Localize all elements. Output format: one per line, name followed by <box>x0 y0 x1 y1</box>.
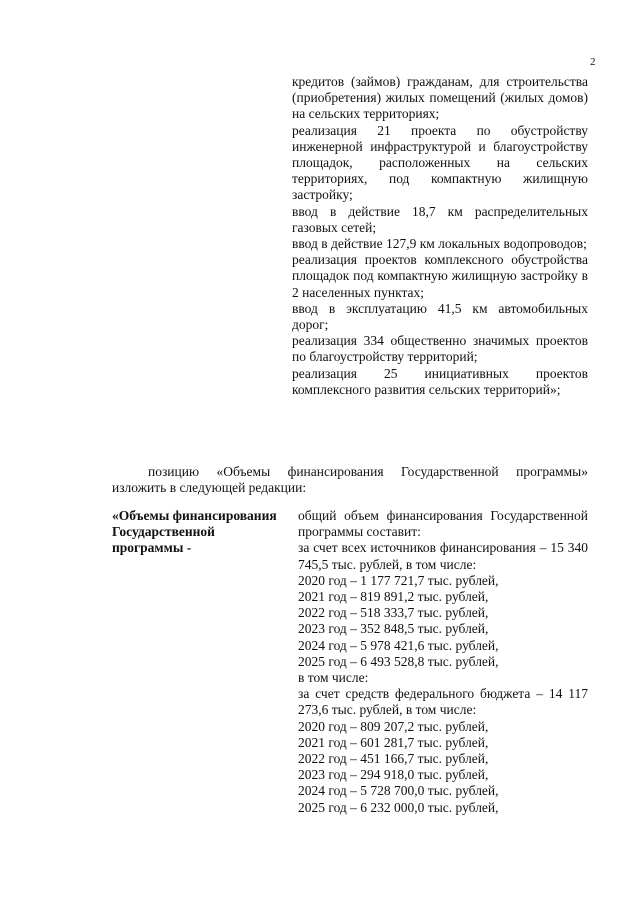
year-line: 2023 год – 294 918,0 тыс. рублей, <box>298 767 489 783</box>
year-line: 2022 год – 518 333,7 тыс. рублей, <box>298 605 489 621</box>
list-item: ввод в эксплуатацию 41,5 км автомобильных дорог; <box>292 300 588 333</box>
year-line: 2020 год – 1 177 721,7 тыс. рублей, <box>298 572 499 588</box>
list-item: ввод в действие 18,7 км распределительных газовых сетей; <box>292 203 588 235</box>
list-item: кредитов (займов) гражданам, для строительства (приобретения) жилых помещений (жилых домов) на сельских территориях; <box>292 74 588 122</box>
financing-label: «Объемы финансирования Государственной программы - <box>112 508 277 556</box>
results-list <box>292 74 588 398</box>
year-line: 2023 год – 352 848,5 тыс. рублей, <box>298 621 489 637</box>
intro-paragraph: позицию «Объемы финансирования Государственной программы» изложить в следующей редакции: <box>112 464 588 496</box>
list-item: ввод в действие 127,9 км локальных водопроводов; <box>292 236 587 252</box>
year-line: 2025 год – 6 232 000,0 тыс. рублей, <box>298 799 499 815</box>
year-line: 2020 год – 809 207,2 тыс. рублей, <box>298 718 489 734</box>
financing-details <box>298 508 588 816</box>
year-line: 2025 год – 6 493 528,8 тыс. рублей, <box>298 653 499 669</box>
federal-budget: за счет средств федерального бюджета – 14 117 273,6 тыс. рублей, в том числе: <box>298 686 588 718</box>
year-line: 2022 год – 451 166,7 тыс. рублей, <box>298 751 489 767</box>
including-label: в том числе: <box>298 670 369 686</box>
list-item: реализация 25 инициативных проектов комплексного развития сельских территорий»; <box>292 365 588 397</box>
list-item: реализация проектов комплексного обустройства площадок под компактную жилищную застройку в 2 населенных пунктах; <box>292 252 588 300</box>
all-sources: за счет всех источников финансирования – 15 340 745,5 тыс. рублей, в том числе: <box>298 540 588 572</box>
year-line: 2024 год – 5 728 700,0 тыс. рублей, <box>298 783 499 799</box>
year-line: 2024 год – 5 978 421,6 тыс. рублей, <box>298 637 499 653</box>
year-line: 2021 год – 819 891,2 тыс. рублей, <box>298 589 489 605</box>
list-item: реализация 334 общественно значимых проектов по благоустройству территорий; <box>292 333 588 365</box>
page-number: 2 <box>590 56 596 68</box>
year-line: 2021 год – 601 281,7 тыс. рублей, <box>298 734 489 750</box>
total-intro: общий объем финансирования Государственной программы составит: <box>298 508 588 540</box>
list-item: реализация 21 проекта по обустройству инженерной инфраструктурой и благоустройству площадок, расположенных на сельских территориях, под компактную жилищную застройку; <box>292 122 588 203</box>
